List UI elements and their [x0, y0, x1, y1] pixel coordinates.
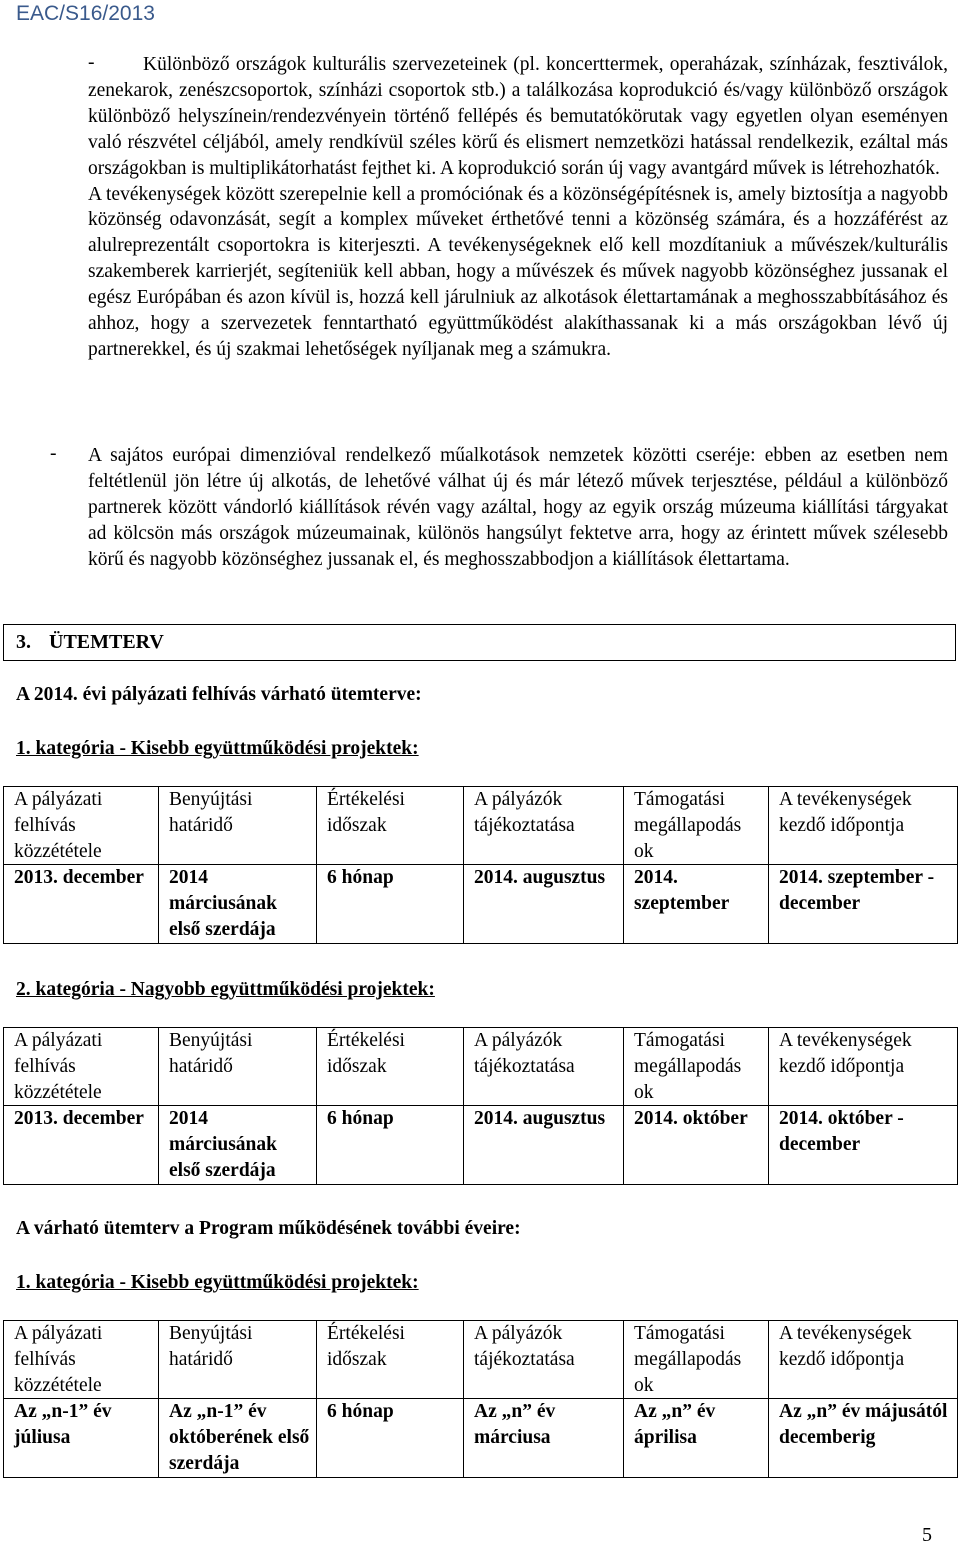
column-header: Benyújtási határidő — [159, 787, 317, 865]
bullet-dash: - — [50, 443, 57, 464]
category2-heading: 2. kategória - Nagyobb együttműködési projektek: — [16, 979, 435, 1000]
bullet-paragraph: Különböző országok kulturális szervezeteinek (pl. koncerttermek, operaházak, színházak, fesztiválok, zenekarok, zenészcsoportok, színházi csoportok stb.) a találkozása koprodukció és/vagy különböző országok különböző helyszínein/rendezvényein történő fellépés és bemutatókörutak vagy egyetlen olyan eseményen való részvétel céljából, amely rendkívül széles körű és elismert nemzetközi hatással rendelkezik, ezáltal más országokban is multiplikátorhatást fejthet ki. A koprodukció során új vagy avantgárd művek is létrehozhatók. — [88, 54, 948, 179]
table-cell: 6 hónap — [317, 1106, 464, 1184]
column-header: A tevékenységek kezdő időpontja — [769, 787, 958, 865]
bullet-item-artwork-exchange — [50, 443, 948, 573]
column-header: A pályázók tájékoztatása — [464, 787, 624, 865]
table-header-row — [4, 1028, 958, 1106]
table-cell: 6 hónap — [317, 865, 464, 943]
table-cell: 2014. augusztus — [464, 1106, 624, 1184]
document-code: EAC/S16/2013 — [16, 2, 155, 25]
table-cell: 2014 márciusának első szerdája — [159, 1106, 317, 1184]
bullet-dash: - — [88, 52, 95, 73]
column-header: Támogatási megállapodás ok — [624, 1028, 769, 1106]
later-years-heading: A várható ütemterv a Program működésének további éveire: — [16, 1218, 521, 1239]
column-header: Benyújtási határidő — [159, 1028, 317, 1106]
table-row — [4, 865, 958, 943]
schedule-table-later-years — [3, 1320, 958, 1478]
table-cell: 2014 márciusának első szerdája — [159, 865, 317, 943]
schedule-table-category2 — [3, 1027, 958, 1185]
table-header-row — [4, 1321, 958, 1399]
table-cell: 2014. augusztus — [464, 865, 624, 943]
column-header: A pályázati felhívás közzététele — [4, 787, 159, 865]
table-cell: 2014. október — [624, 1106, 769, 1184]
table-cell: 2013. december — [4, 865, 159, 943]
bullet-item-cultural-organisations — [88, 52, 948, 363]
schedule-table-category1 — [3, 786, 958, 944]
column-header: A tevékenységek kezdő időpontja — [769, 1321, 958, 1399]
table-row — [4, 1106, 958, 1184]
column-header: A tevékenységek kezdő időpontja — [769, 1028, 958, 1106]
table-cell: Az „n-1” év júliusa — [4, 1399, 159, 1477]
section-title: ÜTEMTERV — [49, 631, 164, 653]
column-header: Benyújtási határidő — [159, 1321, 317, 1399]
table-cell: 2014. október - december — [769, 1106, 958, 1184]
table-cell: 2014. szeptember - december — [769, 865, 958, 943]
table-cell: 2013. december — [4, 1106, 159, 1184]
section-number: 3. — [16, 631, 31, 653]
table-cell: Az „n-1” év októberének első szerdája — [159, 1399, 317, 1477]
column-header: A pályázók tájékoztatása — [464, 1321, 624, 1399]
column-header: A pályázati felhívás közzététele — [4, 1028, 159, 1106]
column-header: Értékelési időszak — [317, 1321, 464, 1399]
section-heading — [3, 624, 956, 661]
table-row — [4, 1399, 958, 1477]
table-cell: Az „n” év áprilisa — [624, 1399, 769, 1477]
column-header: Támogatási megállapodás ok — [624, 1321, 769, 1399]
page-number: 5 — [922, 1524, 932, 1546]
table-cell: 2014. szeptember — [624, 865, 769, 943]
table-cell: Az „n” év májusától decemberig — [769, 1399, 958, 1477]
column-header: Támogatási megállapodás ok — [624, 787, 769, 865]
column-header: A pályázók tájékoztatása — [464, 1028, 624, 1106]
table-cell: 6 hónap — [317, 1399, 464, 1477]
category1-later-heading: 1. kategória - Kisebb együttműködési projektek: — [16, 1272, 419, 1293]
bullet-paragraph: A sajátos európai dimenzióval rendelkező műalkotások nemzetek közötti cseréje: ebben az esetben nem feltétlenül jön létre új alkotás, de lehetővé válhat új és már létező művek terjesztése, például a különböző partnerek között vándorló kiállítások révén vagy azáltal, hogy az egyik ország múzeuma kiállítási tárgyakat ad kölcsön más országok múzeumainak, különös hangsúlyt fektetve arra, hogy az érintett művek szélesebb körű és nagyobb közönséghez jussanak el, és meghosszabbodjon a kiállítások élettartama. — [88, 445, 948, 570]
bullet-paragraph: A tevékenységek között szerepelnie kell a promóciónak és a közönségépítésnek is, amely biztosítja a nagyobb közönség odavonzását, segít a komplex műveket érthetővé tenni a közönség számára, és a hozzáférést az alulreprezentált csoportokra is kiterjeszti. A tevékenységeknek elő kell mozdítaniuk a művészek/kulturális szakemberek karrierjét, segíteniük kell abban, hogy a művészek és művek nagyobb közönséghez jussanak el egész Európában és azon kívül is, hozzá kell járulniuk az alkotások élettartamának a meghosszabbításához és ahhoz, hogy a szervezetek fenntartható együttműködést alakíthassanak ki a más országokban lévő új partnerekkel, és új szakmai lehetőségek nyíljanak meg a számukra. — [88, 183, 948, 360]
table-header-row — [4, 787, 958, 865]
schedule-2014-heading: A 2014. évi pályázati felhívás várható ütemterve: — [16, 684, 422, 705]
table-cell: Az „n” év márciusa — [464, 1399, 624, 1477]
column-header: Értékelési időszak — [317, 787, 464, 865]
column-header: A pályázati felhívás közzététele — [4, 1321, 159, 1399]
column-header: Értékelési időszak — [317, 1028, 464, 1106]
category1-heading: 1. kategória - Kisebb együttműködési projektek: — [16, 738, 419, 759]
